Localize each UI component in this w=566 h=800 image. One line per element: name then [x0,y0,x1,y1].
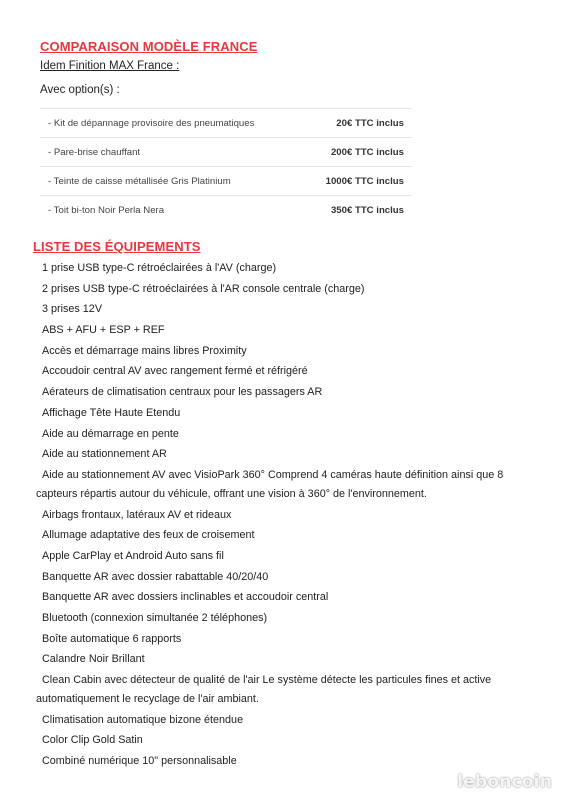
equipment-item: Apple CarPlay et Android Auto sans fil [42,549,224,562]
equipment-item: Banquette AR avec dossier rabattable 40/20/40 [42,570,269,583]
equipment-item: Allumage adaptative des feux de croisement [42,529,255,542]
equipment-item: Aérateurs de climatisation centraux pour les passagers AR [42,386,323,399]
equipment-item: Aide au démarrage en pente [42,427,179,440]
equipment-item: Accoudoir central AV avec rangement fermé et réfrigéré [42,365,308,378]
finish-subtitle: Idem Finition MAX France : [40,60,180,72]
equipment-list [36,259,526,773]
option-row [40,166,412,195]
options-label: Avec option(s) : [40,84,120,96]
equipment-item: Banquette AR avec dossiers inclinables et accoudoir central [42,591,329,604]
equipment-item: Accès et démarrage mains libres Proximity [42,344,247,357]
equipment-item: Combiné numérique 10" personnalisable [42,755,237,768]
equipment-item: Calandre Noir Brillant [42,653,145,666]
equipment-item: 1 prise USB type-C rétroéclairées à l'AV (charge) [42,262,277,274]
equipment-item: 2 prises USB type-C rétroéclairées à l'AR console centrale (charge) [42,282,365,295]
equipment-title: LISTE DES ÉQUIPEMENTS [33,239,201,254]
option-row [40,108,412,137]
equipment-item: Aide au stationnement AV avec VisioPark 360° Comprend 4 caméras haute définition ainsi que 8 capteurs répartis autour du véhicule, offrant une vision à 360° de l'environnement. [36,468,504,500]
option-price: 200€ TTC inclus [330,146,404,158]
leboncoin-watermark: leboncoin [457,772,552,792]
equipment-item: Bluetooth (connexion simultanée 2 téléphones) [42,612,268,624]
option-name: - Teinte de caisse métallisée Gris Platinium [48,175,231,187]
equipment-item: Airbags frontaux, latéraux AV et rideaux [42,508,232,521]
option-name: - Pare-brise chauffant [48,146,141,158]
option-name: - Toit bi-ton Noir Perla Nera [48,204,165,216]
equipment-item: Climatisation automatique bizone étendue [42,713,244,726]
option-price: 350€ TTC inclus [330,204,404,216]
option-name: - Kit de dépannage provisoire des pneumatiques [48,117,255,129]
option-price: 1000€ TTC inclus [325,175,404,187]
equipment-item: Clean Cabin avec détecteur de qualité de l'air Le système détecte les particules fines et active automatiquement le recyclage de l'air ambiant. [36,674,492,706]
option-row [40,195,412,224]
options-table [40,108,412,224]
equipment-item: ABS + AFU + ESP + REF [42,324,165,337]
equipment-item: Affichage Tête Haute Etendu [42,406,181,419]
option-price: 20€ TTC inclus [336,117,404,129]
comparison-title: COMPARAISON MODÈLE FRANCE [40,39,258,54]
option-row [40,137,412,166]
equipment-item: 3 prises 12V [42,303,103,316]
equipment-item: Color Clip Gold Satin [42,734,143,747]
equipment-item: Aide au stationnement AR [42,448,167,461]
equipment-item: Boîte automatique 6 rapports [42,632,182,645]
